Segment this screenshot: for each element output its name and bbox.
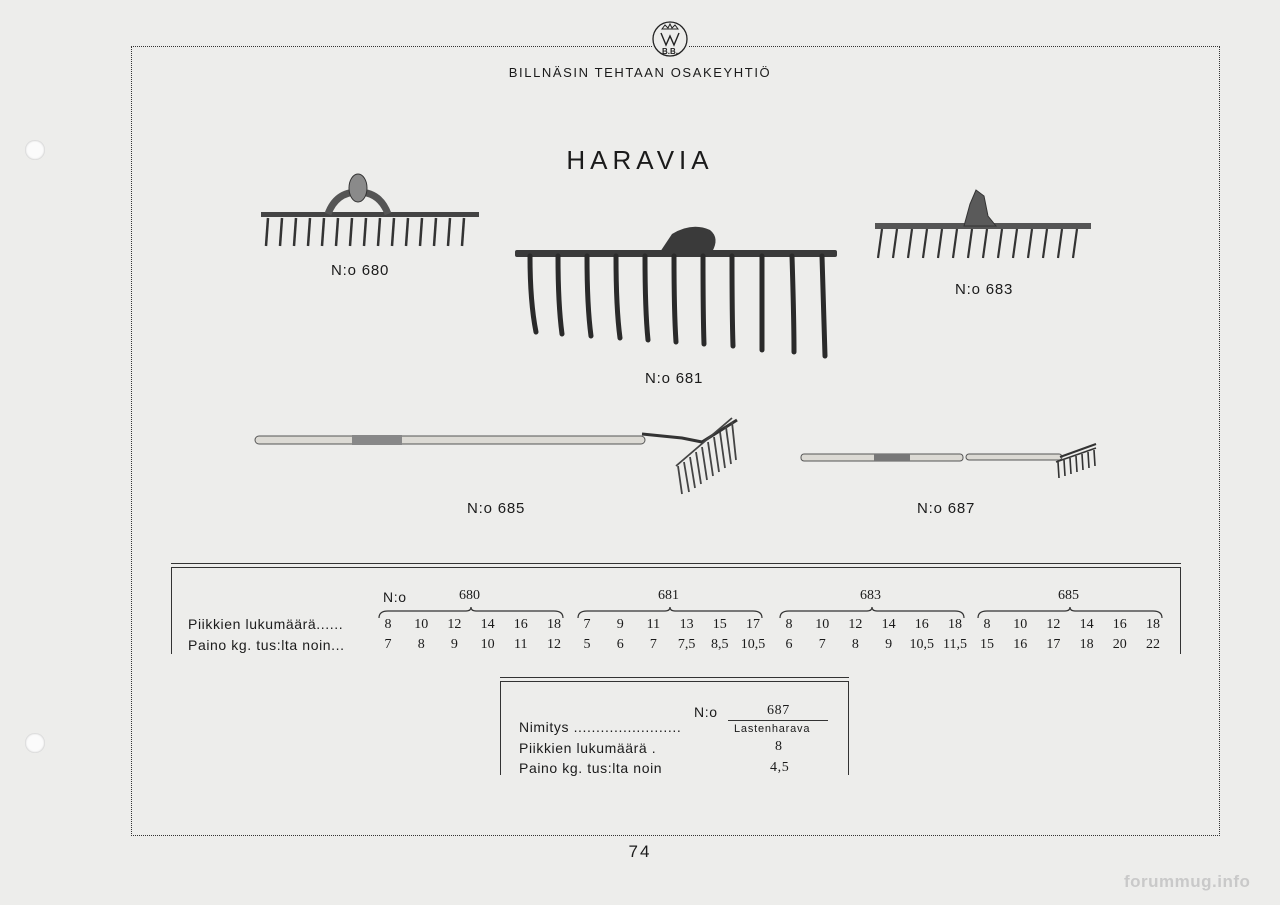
table2-top-rule-2 <box>500 681 849 682</box>
table1-cell-tines: 16 <box>1112 617 1127 632</box>
product-label-681: N:o 681 <box>645 370 704 387</box>
table1-cell-weight: 7 <box>649 637 657 652</box>
table1-top-rule-2 <box>171 567 1181 568</box>
table1-cell-weight: 9 <box>885 637 893 652</box>
table1-cell-weight: 17 <box>1046 637 1061 652</box>
table1-cell-weight: 16 <box>1013 637 1028 652</box>
table1-group-no: 685 <box>1058 588 1079 603</box>
table1-cell-tines: 10 <box>815 617 830 632</box>
table1-cell-weight: 8,5 <box>711 637 729 652</box>
table1-cell-weight: 10 <box>480 637 495 652</box>
table2-weight-value: 4,5 <box>770 760 790 775</box>
table1-cell-tines: 8 <box>384 617 392 632</box>
table2-header-underline <box>728 720 828 721</box>
rake-683-illustration <box>872 186 1094 264</box>
rake-680-illustration <box>258 170 483 255</box>
table1-cell-tines: 16 <box>513 617 528 632</box>
table1-cell-tines: 9 <box>616 617 624 632</box>
table1-group-no: 681 <box>658 588 679 603</box>
table1-cell-weight: 5 <box>583 637 591 652</box>
table2-name-value: Lastenharava <box>734 723 811 735</box>
table1-cell-weight: 22 <box>1146 637 1160 652</box>
table1-cell-weight: 11,5 <box>943 637 967 652</box>
rake-681-illustration <box>512 222 842 362</box>
table1-row-label-weight: Paino kg. tus:lta noin... <box>188 637 345 653</box>
logo-monogram: B.B. <box>662 47 678 56</box>
table2-no-label: N:o <box>694 704 718 720</box>
table2-left-edge <box>500 682 501 775</box>
table1-cell-tines: 13 <box>679 617 694 632</box>
table1-cell-weight: 7,5 <box>677 637 696 652</box>
table2-weight-label: Paino kg. tus:lta noin <box>519 760 663 776</box>
table1-cell-weight: 7 <box>384 637 392 652</box>
table1-cell-tines: 12 <box>1046 617 1061 632</box>
table1-cell-weight: 8 <box>417 637 425 652</box>
table1-cell-tines: 18 <box>948 617 962 632</box>
table1-cell-weight: 15 <box>980 637 994 652</box>
table1-cell-tines: 14 <box>881 617 896 632</box>
table2-right-edge <box>848 682 849 775</box>
table1-right-edge <box>1180 568 1181 654</box>
product-label-685: N:o 685 <box>467 500 526 517</box>
table2-top-rule <box>500 677 849 678</box>
table1-cell-tines: 7 <box>583 617 591 632</box>
table1-cell-tines: 14 <box>480 617 495 632</box>
table1-cell-tines: 8 <box>785 617 793 632</box>
page-title: HARAVIA <box>566 145 714 175</box>
company-name: BILLNÄSIN TEHTAAN OSAKEYHTIÖ <box>508 65 772 80</box>
rake-687-illustration <box>798 440 1102 484</box>
table1-cell-weight: 10,5 <box>740 637 766 652</box>
table1-no-label: N:o <box>383 589 407 605</box>
table1-cell-weight: 9 <box>450 637 458 652</box>
product-label-680: N:o 680 <box>331 262 390 279</box>
table1-cell-weight: 12 <box>547 637 561 652</box>
watermark: forummug.info <box>1124 872 1251 891</box>
product-label-683: N:o 683 <box>955 281 1014 298</box>
table1-cell-tines: 10 <box>414 617 429 632</box>
table1-cell-weight: 11 <box>514 637 528 652</box>
page-number: 74 <box>628 842 652 861</box>
table1-cell-tines: 8 <box>983 617 991 632</box>
rake-685-illustration <box>252 412 742 498</box>
table1-cell-tines: 18 <box>1146 617 1160 632</box>
table1-group-no: 680 <box>459 588 480 603</box>
table1-cell-tines: 17 <box>746 617 760 632</box>
table2-name-label: Nimitys ........................ <box>519 719 682 735</box>
table1-cell-tines: 11 <box>646 617 661 632</box>
table2-tines-value: 8 <box>775 739 783 754</box>
table1-row-label-tines: Piikkien lukumäärä...... <box>188 616 344 632</box>
table1-cell-tines: 16 <box>914 617 929 632</box>
table1-cell-weight: 10,5 <box>909 637 935 652</box>
table1-cell-tines: 15 <box>712 617 727 632</box>
table1-cell-tines: 12 <box>447 617 462 632</box>
table1-cell-tines: 10 <box>1013 617 1028 632</box>
company-logo <box>652 17 688 61</box>
product-label-687: N:o 687 <box>917 500 976 517</box>
table1-cell-weight: 8 <box>851 637 859 652</box>
table1-cell-tines: 14 <box>1079 617 1094 632</box>
table1-group-no: 683 <box>860 588 881 603</box>
binder-hole-bottom <box>25 733 45 753</box>
table2-tines-label: Piikkien lukumäärä . <box>519 740 657 756</box>
table1-cell-weight: 6 <box>616 637 624 652</box>
table1-cell-weight: 6 <box>785 637 793 652</box>
table1-cell-tines: 18 <box>547 617 561 632</box>
table1-top-rule <box>171 563 1181 564</box>
table1-left-edge <box>171 568 172 654</box>
table1-cell-tines: 12 <box>848 617 863 632</box>
table2-no-value: 687 <box>767 703 790 718</box>
table1-cell-weight: 20 <box>1112 637 1127 652</box>
table1-cell-weight: 18 <box>1079 637 1094 652</box>
table1-cell-weight: 7 <box>818 637 826 652</box>
